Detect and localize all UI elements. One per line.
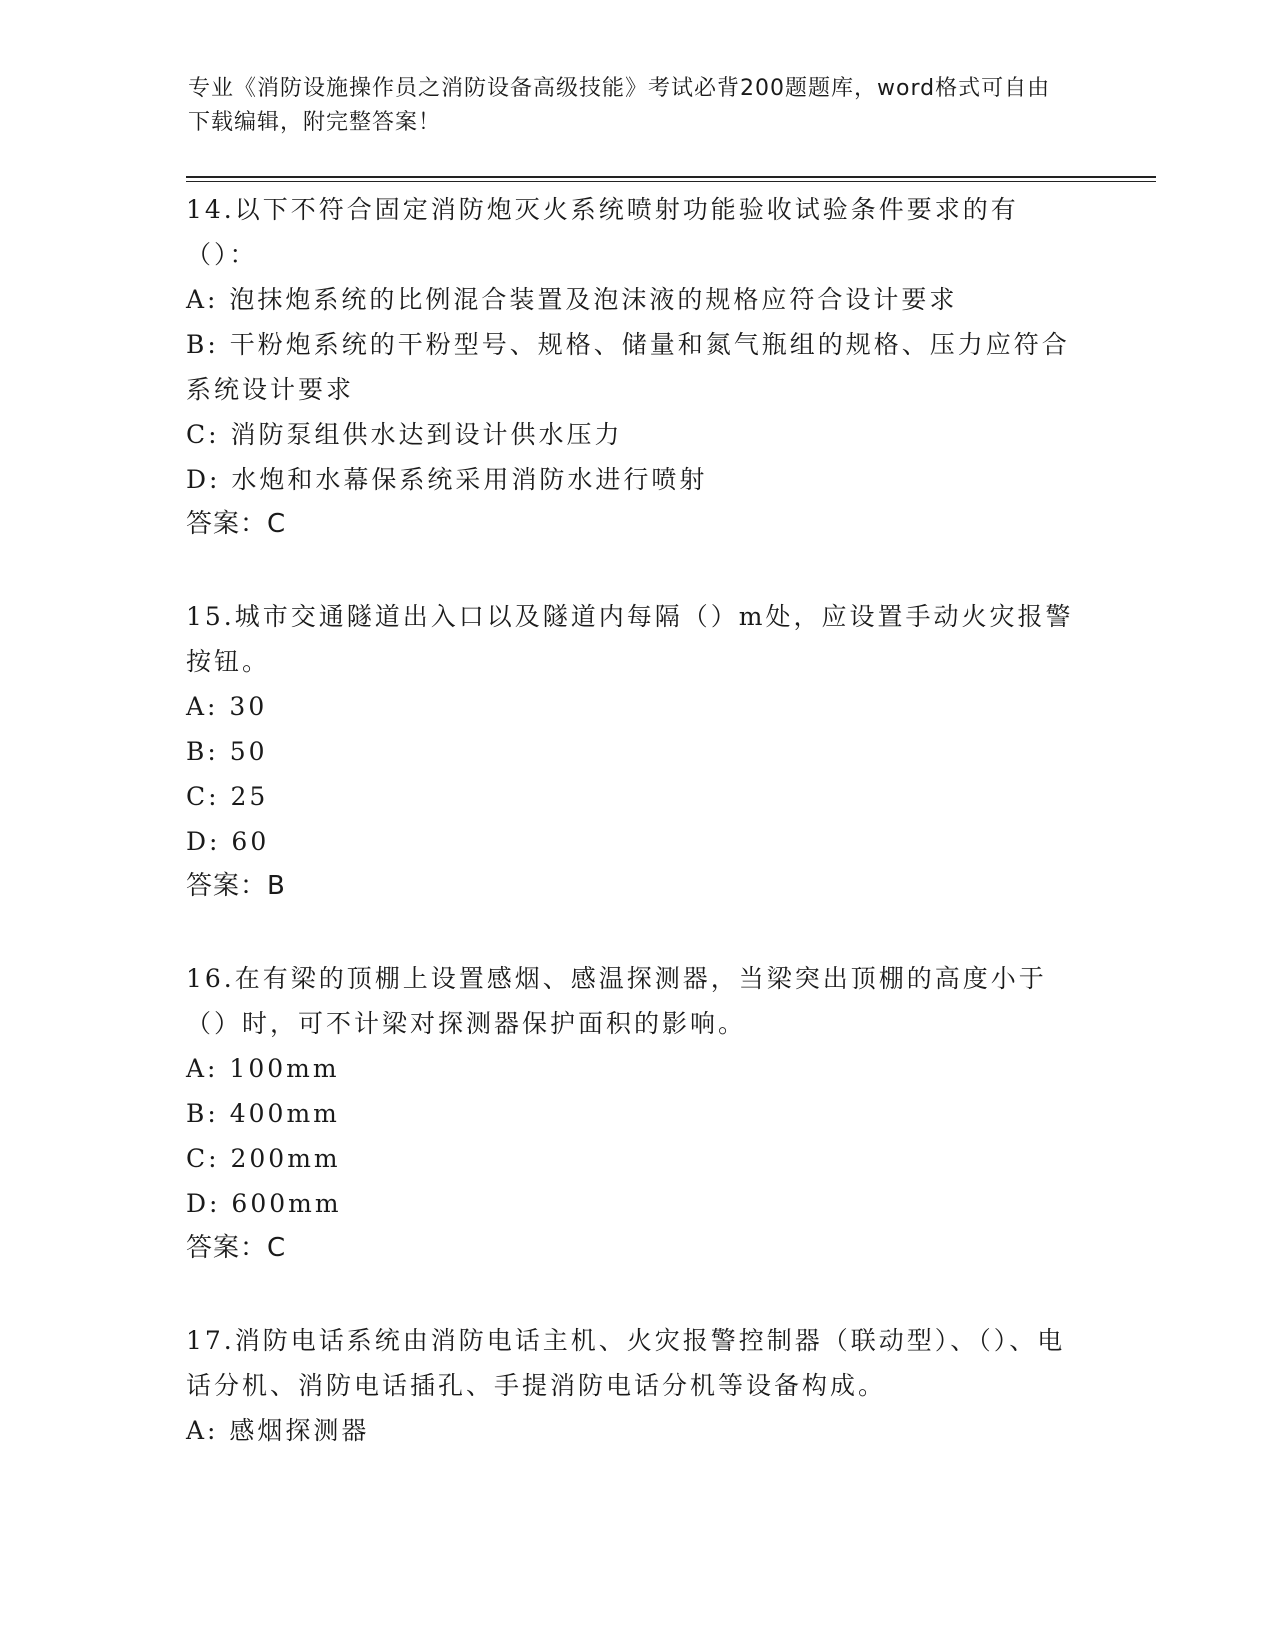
option-d: D: 水炮和水幕保系统采用消防水进行喷射 [186, 465, 708, 494]
question-stem: 14.以下不符合固定消防炮灭火系统喷射功能验收试验条件要求的有（）： [186, 195, 1019, 269]
question-16 [186, 956, 1086, 1271]
question-spacer [186, 547, 1086, 594]
document-intro: 专业《消防设施操作员之消防设备高级技能》考试必背200题题库，word格式可自由下载编辑，附完整答案！ [188, 76, 1051, 135]
answer-line: 答案：B [186, 871, 286, 901]
question-spacer [186, 909, 1086, 956]
question-15 [186, 594, 1086, 909]
option-c: C: 消防泵组供水达到设计供水压力 [186, 420, 623, 449]
question-stem: 17.消防电话系统由消防电话主机、火灾报警控制器（联动型）、（）、电话分机、消防电话插孔、手提消防电话分机等设备构成。 [186, 1326, 1066, 1400]
header-divider-thick [186, 176, 1156, 178]
option-d: D: 600mm [186, 1189, 342, 1218]
option-b: B: 50 [186, 737, 268, 766]
option-a: A: 30 [186, 692, 268, 721]
header-divider-thin [186, 181, 1156, 182]
option-a: A: 感烟探测器 [186, 1416, 370, 1445]
option-b: B: 干粉炮系统的干粉型号、规格、储量和氮气瓶组的规格、压力应符合系统设计要求 [186, 330, 1070, 404]
question-14 [186, 187, 1086, 547]
option-c: C: 25 [186, 782, 269, 811]
question-stem: 16.在有梁的顶棚上设置感烟、感温探测器，当梁突出顶棚的高度小于（）时，可不计梁对探测器保护面积的影响。 [186, 964, 1047, 1038]
option-a: A: 泡抹炮系统的比例混合装置及泡沫液的规格应符合设计要求 [186, 285, 958, 314]
option-c: C: 200mm [186, 1144, 341, 1173]
option-a: A: 100mm [186, 1054, 340, 1083]
option-d: D: 60 [186, 827, 270, 856]
answer-line: 答案：C [186, 1233, 287, 1263]
question-17 [186, 1318, 1086, 1453]
question-stem: 15.城市交通隧道出入口以及隧道内每隔（）m处，应设置手动火灾报警按钮。 [186, 602, 1074, 676]
question-list [186, 187, 1086, 1453]
option-b: B: 400mm [186, 1099, 340, 1128]
question-spacer [186, 1271, 1086, 1318]
answer-line: 答案：C [186, 509, 287, 539]
